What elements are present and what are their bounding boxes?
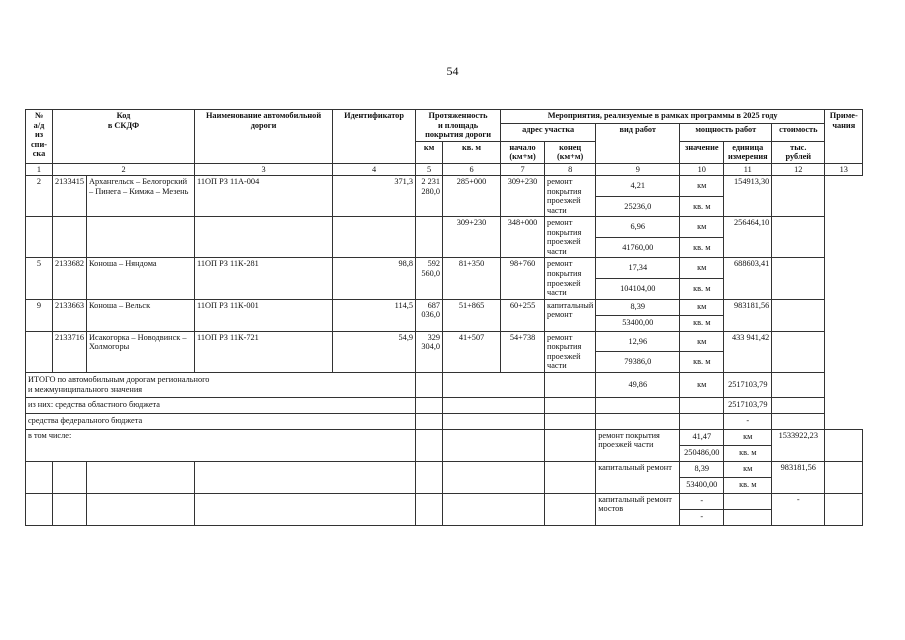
row-code bbox=[53, 217, 87, 258]
table-cell bbox=[545, 429, 596, 461]
column-number: 6 bbox=[443, 163, 501, 176]
row-unit-sqm: кв. м bbox=[680, 352, 724, 373]
row-notes bbox=[772, 397, 825, 413]
row-value-km: 17,34 bbox=[596, 258, 680, 279]
row-identifier: 11ОП РЗ 11К-001 bbox=[195, 299, 333, 331]
row-notes bbox=[772, 176, 825, 217]
spacer bbox=[863, 429, 868, 461]
summary-label: ИТОГО по автомобильным дорогам регионального и межмуниципального значения bbox=[26, 372, 416, 397]
col-header-cost-unit: тыс. рублей bbox=[772, 141, 825, 163]
row-value-km: 4,21 bbox=[596, 176, 680, 197]
table-cell bbox=[443, 372, 545, 397]
table-row bbox=[26, 429, 868, 445]
breakdown-unit-km: км bbox=[724, 429, 772, 445]
row-unit-km: км bbox=[680, 299, 724, 315]
column-number: 3 bbox=[195, 163, 333, 176]
row-end: 54+738 bbox=[501, 331, 545, 372]
table-row bbox=[26, 413, 868, 429]
row-notes bbox=[825, 429, 863, 461]
row-unit-km: км bbox=[680, 258, 724, 279]
spacer bbox=[825, 372, 863, 397]
row-num: 5 bbox=[26, 258, 53, 299]
summary-value: 49,86 bbox=[596, 372, 680, 397]
breakdown-value-km: 8,39 bbox=[680, 461, 724, 477]
row-notes bbox=[772, 299, 825, 331]
table-row bbox=[26, 258, 868, 279]
column-number: 7 bbox=[501, 163, 545, 176]
row-unit-km: км bbox=[680, 331, 724, 352]
summary-value bbox=[596, 413, 680, 429]
row-value-sqm: 25236,0 bbox=[596, 196, 680, 217]
row-notes bbox=[825, 493, 863, 525]
row-work-type: капитальный ремонт bbox=[545, 299, 596, 331]
summary-label: из них: средства областного бюджета bbox=[26, 397, 416, 413]
row-area-sqm: 687 036,0 bbox=[416, 299, 443, 331]
table-cell bbox=[443, 397, 545, 413]
col-header-address: адрес участка bbox=[501, 124, 596, 142]
summary-cost: 2517103,79 bbox=[724, 372, 772, 397]
col-header-measures: Мероприятия, реализуемые в рамках программы в 2025 году bbox=[501, 110, 825, 124]
table-cell bbox=[87, 461, 195, 493]
col-header-km: км bbox=[416, 141, 443, 163]
table-cell bbox=[545, 397, 596, 413]
table-row bbox=[26, 493, 868, 509]
breakdown-unit-sqm: кв. м bbox=[724, 445, 772, 461]
row-value-sqm: 104104,00 bbox=[596, 279, 680, 300]
row-start: 41+507 bbox=[443, 331, 501, 372]
spacer bbox=[825, 331, 863, 372]
breakdown-unit-km bbox=[724, 493, 772, 509]
col-header-notes: Приме- чания bbox=[825, 110, 863, 164]
row-length-km: 114,5 bbox=[333, 299, 416, 331]
spacer bbox=[825, 176, 863, 217]
table-cell bbox=[443, 493, 545, 525]
col-header-sqm: кв. м bbox=[443, 141, 501, 163]
row-notes bbox=[772, 413, 825, 429]
breakdown-cost: 983181,56 bbox=[772, 461, 825, 493]
table-row bbox=[26, 176, 868, 197]
row-unit-sqm: кв. м bbox=[680, 279, 724, 300]
spacer bbox=[825, 397, 863, 413]
row-start: 309+230 bbox=[443, 217, 501, 258]
table-cell bbox=[443, 461, 545, 493]
table-cell bbox=[53, 493, 87, 525]
breakdown-unit-km: км bbox=[724, 461, 772, 477]
row-num bbox=[26, 331, 53, 372]
table-cell bbox=[416, 461, 443, 493]
row-road-name: Архангельск – Белогорский – Пинега – Кимжа – Мезень bbox=[87, 176, 195, 217]
table-cell bbox=[416, 372, 443, 397]
spacer bbox=[825, 217, 863, 258]
row-work-type: ремонт покрытия проезжей части bbox=[545, 217, 596, 258]
row-unit-km: км bbox=[680, 176, 724, 197]
row-road-name bbox=[87, 217, 195, 258]
column-number: 13 bbox=[825, 163, 863, 176]
table-cell bbox=[26, 493, 53, 525]
col-header-unit: единица измерения bbox=[724, 141, 772, 163]
table-cell bbox=[545, 461, 596, 493]
row-value-sqm: 79386,0 bbox=[596, 352, 680, 373]
row-start: 285+000 bbox=[443, 176, 501, 217]
breakdown-value-sqm: - bbox=[680, 509, 724, 525]
row-notes bbox=[772, 258, 825, 299]
table-cell bbox=[26, 461, 53, 493]
table-cell bbox=[443, 429, 545, 461]
table-cell bbox=[443, 413, 545, 429]
row-code: 2133415 bbox=[53, 176, 87, 217]
breakdown-work-type: капитальный ремонт мостов bbox=[596, 493, 680, 525]
col-header-name: Наименование автомобильной дороги bbox=[195, 110, 333, 164]
spacer bbox=[863, 461, 868, 493]
row-notes bbox=[825, 461, 863, 493]
row-road-name: Коноша – Вельск bbox=[87, 299, 195, 331]
row-value-sqm: 41760,00 bbox=[596, 237, 680, 258]
row-cost: 154913,30 bbox=[724, 176, 772, 217]
col-header-value: значение bbox=[680, 141, 724, 163]
row-unit-sqm: кв. м bbox=[680, 196, 724, 217]
row-area-sqm bbox=[416, 217, 443, 258]
row-identifier: 11ОП РЗ 11К-721 bbox=[195, 331, 333, 372]
row-area-sqm: 592 560,0 bbox=[416, 258, 443, 299]
row-length-km: 98,8 bbox=[333, 258, 416, 299]
table-cell bbox=[416, 429, 443, 461]
row-num: 2 bbox=[26, 176, 53, 217]
row-num bbox=[26, 217, 53, 258]
row-code: 2133716 bbox=[53, 331, 87, 372]
column-number: 8 bbox=[545, 163, 596, 176]
page-number: 54 bbox=[446, 64, 459, 78]
column-number: 5 bbox=[416, 163, 443, 176]
spacer bbox=[863, 493, 868, 525]
including-label: в том числе: bbox=[26, 429, 416, 461]
table-cell bbox=[195, 461, 416, 493]
column-number: 12 bbox=[772, 163, 825, 176]
table-row bbox=[26, 372, 868, 397]
table-cell bbox=[416, 413, 443, 429]
row-identifier: 11ОП РЗ 11К-281 bbox=[195, 258, 333, 299]
table-cell bbox=[545, 413, 596, 429]
col-header-capacity: мощность работ bbox=[680, 124, 772, 142]
breakdown-unit-sqm bbox=[724, 509, 772, 525]
row-code: 2133663 bbox=[53, 299, 87, 331]
table-row bbox=[26, 397, 868, 413]
breakdown-cost: 1533922,23 bbox=[772, 429, 825, 461]
column-number: 9 bbox=[596, 163, 680, 176]
summary-unit bbox=[680, 397, 724, 413]
breakdown-unit-sqm: кв. м bbox=[724, 477, 772, 493]
row-cost: 433 941,42 bbox=[724, 331, 772, 372]
col-header-identifier: Идентификатор bbox=[333, 110, 416, 164]
summary-cost: - bbox=[724, 413, 772, 429]
table-cell bbox=[416, 493, 443, 525]
road-program-table bbox=[25, 109, 867, 526]
row-cost: 983181,56 bbox=[724, 299, 772, 331]
column-number: 11 bbox=[724, 163, 772, 176]
row-end: 60+255 bbox=[501, 299, 545, 331]
breakdown-cost: - bbox=[772, 493, 825, 525]
breakdown-value-sqm: 53400,00 bbox=[680, 477, 724, 493]
row-road-name: Исакогорка – Новодвинск – Холмогоры bbox=[87, 331, 195, 372]
row-notes bbox=[772, 372, 825, 397]
row-notes bbox=[772, 331, 825, 372]
column-number: 2 bbox=[53, 163, 195, 176]
summary-value bbox=[596, 397, 680, 413]
table-row bbox=[26, 331, 868, 352]
summary-unit bbox=[680, 413, 724, 429]
breakdown-work-type: капитальный ремонт bbox=[596, 461, 680, 493]
table-cell bbox=[545, 493, 596, 525]
breakdown-value-sqm: 250486,00 bbox=[680, 445, 724, 461]
row-cost: 256464,10 bbox=[724, 217, 772, 258]
table-row bbox=[26, 299, 868, 315]
summary-cost: 2517103,79 bbox=[724, 397, 772, 413]
breakdown-value-km: 41,47 bbox=[680, 429, 724, 445]
spacer bbox=[825, 258, 863, 299]
column-number: 1 bbox=[26, 163, 53, 176]
row-notes bbox=[772, 217, 825, 258]
table-cell bbox=[545, 372, 596, 397]
table-cell bbox=[87, 493, 195, 525]
col-header-code: Код в СКДФ bbox=[53, 110, 195, 164]
row-value-km: 8,39 bbox=[596, 299, 680, 315]
table-row bbox=[26, 217, 868, 238]
summary-label: средства федерального бюджета bbox=[26, 413, 416, 429]
row-road-name: Коноша – Няндома bbox=[87, 258, 195, 299]
row-length-km: 371,3 bbox=[333, 176, 416, 217]
row-value-km: 12,96 bbox=[596, 331, 680, 352]
row-value-sqm: 53400,00 bbox=[596, 315, 680, 331]
row-work-type: ремонт покрытия проезжей части bbox=[545, 331, 596, 372]
row-code: 2133682 bbox=[53, 258, 87, 299]
col-header-end: конец (км+м) bbox=[545, 141, 596, 163]
row-area-sqm: 329 304,0 bbox=[416, 331, 443, 372]
row-num: 9 bbox=[26, 299, 53, 331]
row-identifier bbox=[195, 217, 333, 258]
row-cost: 688603,41 bbox=[724, 258, 772, 299]
row-end: 98+760 bbox=[501, 258, 545, 299]
row-unit-sqm: кв. м bbox=[680, 237, 724, 258]
row-length-km bbox=[333, 217, 416, 258]
col-header-work-type: вид работ bbox=[596, 124, 680, 164]
col-header-num: № а/д из спи- ска bbox=[26, 110, 53, 164]
col-header-cost: стоимость bbox=[772, 124, 825, 142]
row-end: 348+000 bbox=[501, 217, 545, 258]
row-work-type: ремонт покрытия проезжей части bbox=[545, 176, 596, 217]
table-row bbox=[26, 461, 868, 477]
table-cell bbox=[53, 461, 87, 493]
table-cell bbox=[416, 397, 443, 413]
row-end: 309+230 bbox=[501, 176, 545, 217]
spacer bbox=[825, 413, 863, 429]
breakdown-work-type: ремонт покрытия проезжей части bbox=[596, 429, 680, 461]
row-identifier: 11ОП РЗ 11А-004 bbox=[195, 176, 333, 217]
col-header-start: начало (км+м) bbox=[501, 141, 545, 163]
row-work-type: ремонт покрытия проезжей части bbox=[545, 258, 596, 299]
row-unit-km: км bbox=[680, 217, 724, 238]
row-value-km: 6,96 bbox=[596, 217, 680, 238]
row-area-sqm: 2 231 280,0 bbox=[416, 176, 443, 217]
column-number: 10 bbox=[680, 163, 724, 176]
row-start: 81+350 bbox=[443, 258, 501, 299]
table-cell bbox=[195, 493, 416, 525]
row-start: 51+865 bbox=[443, 299, 501, 331]
column-number: 4 bbox=[333, 163, 416, 176]
summary-unit: км bbox=[680, 372, 724, 397]
col-header-length: Протяженность и площадь покрытия дороги bbox=[416, 110, 501, 142]
row-length-km: 54,9 bbox=[333, 331, 416, 372]
row-unit-sqm: кв. м bbox=[680, 315, 724, 331]
spacer bbox=[825, 299, 863, 331]
breakdown-value-km: - bbox=[680, 493, 724, 509]
